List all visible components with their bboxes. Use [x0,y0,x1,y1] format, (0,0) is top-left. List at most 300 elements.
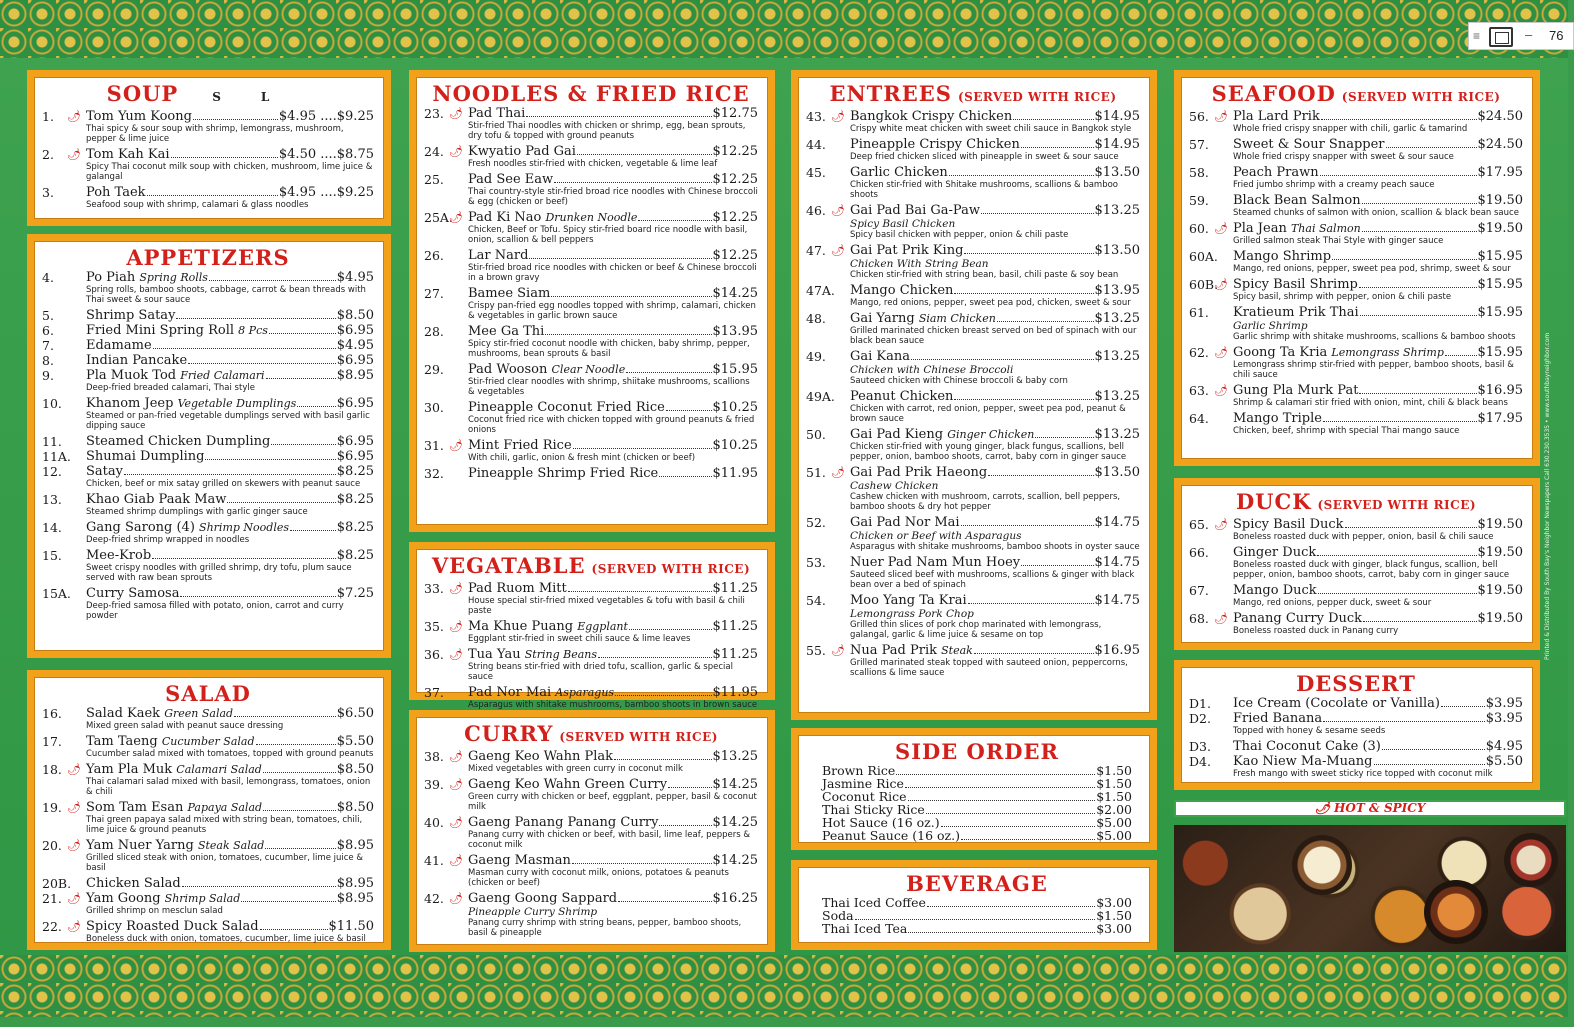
item-subtitle: Pineapple Curry Shrimp [468,906,598,918]
menu-item[interactable] [424,286,758,324]
menu-item[interactable] [424,210,758,248]
item-number: 37. [424,685,444,700]
menu-item[interactable] [42,876,374,891]
menu-item[interactable] [42,762,374,800]
dot-leader [896,765,1095,775]
item-name-text: Mango Duck [1233,583,1317,598]
menu-item[interactable] [42,492,374,520]
item-name-text: Mango Triple [1233,411,1322,426]
item-subname: Fried Calamari [180,369,265,382]
item-number: 3. [42,185,54,200]
menu-item[interactable] [424,172,758,210]
item-line [850,593,1140,608]
item-name [850,643,973,658]
item-description: Asparagus with shitake mushrooms, bamboo shoots in oyster sauce [850,542,1140,552]
item-number: 66. [1189,545,1209,560]
item-price: $8.25 [336,548,374,563]
menu-item[interactable] [806,515,1140,555]
menu-item[interactable] [424,324,758,362]
legend-label: HOT & SPICY [1334,801,1426,815]
zoom-level[interactable]: 76 [1549,28,1564,43]
chili-pepper-icon: 🌶 [1214,110,1228,123]
menu-item[interactable] [1189,345,1523,383]
section-subtitle: (SERVED WITH RICE) [957,90,1117,104]
dot-leader [905,778,1095,788]
item-number: 58. [1189,165,1209,180]
item-number: 15A. [42,586,71,601]
menu-item[interactable] [424,106,758,144]
chili-pepper-icon: 🌶 [449,648,463,661]
item-name-text: Curry Samosa [86,586,180,601]
menu-item[interactable] [42,109,374,147]
menu-item[interactable] [42,147,374,185]
item-name [1233,583,1317,598]
menu-item[interactable] [42,434,374,449]
menu-item[interactable] [1189,411,1523,439]
item-line [468,466,758,481]
dot-leader [265,839,335,849]
item-number: 36. [424,647,444,662]
item-name-text: Gaeng Keo Wahn Plak [468,749,614,764]
item-name [468,400,665,415]
menu-item[interactable] [1189,583,1523,611]
item-number: 27. [424,286,444,301]
item-list [42,706,374,947]
menu-item[interactable] [424,248,758,286]
menu-item[interactable] [822,896,1132,909]
menu-item[interactable] [42,586,374,624]
item-line [468,777,758,792]
dot-leader [176,309,335,319]
menu-item[interactable] [42,368,374,396]
dot-leader [182,877,336,887]
menu-icon[interactable]: ≡ [1473,29,1481,43]
item-name-text: Mee-Krob [86,548,152,563]
item-line [468,853,758,868]
item-price: $19.50 [1477,545,1523,560]
chili-pepper-icon: 🌶 [449,778,463,791]
dot-leader [263,763,336,773]
item-name [1233,739,1381,754]
dot-leader [526,107,711,117]
item-name [468,248,528,263]
menu-item[interactable] [42,338,374,353]
item-price: $15.95 [1477,305,1523,320]
dot-leader [263,801,336,811]
item-name [1233,165,1319,180]
item-name-text: Mee Ga Thi [468,324,545,339]
item-price: $6.95 [336,396,374,411]
item-line [86,734,374,749]
menu-item[interactable] [42,464,374,492]
item-name-text: Yam Pla Muk [86,762,173,777]
item-description: Crispy white meat chicken with sweet chili sauce in Bangkok style [850,124,1132,134]
item-line [86,876,374,891]
section-subtitle: (SERVED WITH RICE) [1341,90,1501,104]
item-line [86,464,374,479]
menu-item[interactable] [424,581,758,619]
item-name [850,555,1020,570]
item-name [468,815,658,830]
item-description: Coconut fried rice with chicken topped with ground peanuts & fried onions [468,415,755,435]
menu-item[interactable] [822,829,1132,842]
menu-item[interactable] [806,283,1140,311]
menu-item[interactable] [1189,517,1523,545]
item-description: Sweet crispy noodles with grilled shrimp, dry tofu, plum sauce served with raw bean sprouts [86,563,352,583]
item-list [822,896,1132,935]
hot-and-spicy-legend [1174,800,1566,817]
menu-item[interactable] [806,465,1140,515]
item-description: Thai spicy & sour soup with shrimp, lemongrass, mushroom, pepper & lime juice [86,124,344,144]
menu-item[interactable] [42,520,374,548]
item-number: 56. [1189,109,1209,124]
menu-item[interactable] [1189,193,1523,221]
item-subname: Cucumber Salad [161,735,255,748]
menu-item[interactable] [424,619,758,647]
item-name-text: Pla Muok Tod [86,368,177,383]
item-name [86,434,270,449]
menu-item[interactable] [42,548,374,586]
item-number: 67. [1189,583,1209,598]
menu-item[interactable] [424,647,758,685]
item-price: $11.50 [328,919,374,934]
item-line [1233,754,1523,769]
item-name [86,270,208,285]
menu-item[interactable] [1189,696,1523,711]
item-name-text: Gai Kana [850,349,911,364]
item-name [86,185,146,200]
item-name-text: Gai Pad Bai Ga-Paw [850,203,980,218]
item-name-text: Satay [86,464,123,479]
section-title [42,682,374,706]
menu-item[interactable] [1189,545,1523,583]
item-price: $11.95 [712,685,758,700]
menu-item[interactable] [1189,165,1523,193]
menu-item[interactable] [42,919,374,947]
item-name [86,449,204,464]
item-number: 46. [806,203,826,218]
item-number: 48. [806,311,826,326]
chili-pepper-icon: 🌶 [449,107,463,120]
menu-item[interactable] [42,800,374,838]
item-name [1233,137,1385,152]
menu-item[interactable] [806,165,1140,203]
item-name-text: Chicken Salad [86,876,181,891]
fit-page-icon[interactable] [1489,27,1513,47]
menu-item[interactable] [1189,249,1523,277]
appetizers-title: APPETIZERS [126,245,290,270]
item-name [468,362,625,377]
menu-item[interactable] [424,144,758,172]
menu-item[interactable] [42,396,374,434]
item-price: $1.50 [1096,908,1132,923]
menu-item[interactable] [806,427,1140,465]
item-line [86,919,374,934]
item-description: Grilled salmon steak Thai Style with ginger sauce [1233,236,1444,246]
item-price: $11.25 [712,581,758,596]
item-name [86,586,179,601]
item-name-text: Nuer Pad Nam Mun Hoey [850,555,1021,570]
item-line [850,427,1140,442]
chili-pepper-icon: 🌶 [449,582,463,595]
item-price: $11.95 [712,466,758,481]
item-description: Panang curry shrimp with string beans, pepper, bamboo shoots, basil & pineapple [468,918,742,938]
item-name-text: Coconut Rice [822,789,907,804]
item-number: 13. [42,492,62,507]
menu-item[interactable] [1189,711,1523,739]
menu-item[interactable] [822,922,1132,935]
thai-food-photo [1174,825,1566,952]
section-title [42,82,374,109]
chili-pepper-icon: 🌶 [449,439,463,452]
item-number: 39. [424,777,444,792]
dot-leader [954,284,1093,294]
item-name-text: Gai Pat Prik King [850,243,964,258]
menu-item[interactable] [424,466,758,481]
menu-item[interactable] [806,243,1140,283]
item-line [86,109,374,124]
dot-leader [988,466,1093,476]
dot-leader [1332,250,1476,260]
menu-item[interactable] [42,323,374,338]
item-price: $19.50 [1477,193,1523,208]
menu-item[interactable] [806,109,1140,137]
item-number: 25A. [424,210,453,225]
chili-pepper-icon: 🌶 [1214,612,1228,625]
item-line [850,109,1140,124]
item-number: 42. [424,891,444,906]
item-price: $11.25 [712,619,758,634]
menu-item[interactable] [42,185,374,213]
item-description: Sauteed chicken with Chinese broccoli & baby corn [850,376,1068,386]
dot-leader [927,897,1095,907]
item-description: Chicken, beef or mix satay grilled on skewers with peanut sauce [86,479,361,489]
noodle-bowl-image [1292,835,1352,895]
item-name-text: Indian Pancake [86,353,188,368]
menu-item[interactable] [424,777,758,815]
menu-item[interactable] [806,349,1140,389]
menu-item[interactable] [42,734,374,762]
item-name [850,165,948,180]
item-name [86,734,255,749]
item-line [1233,193,1523,208]
item-name-text: Som Tam Esan [86,800,184,815]
chili-pepper-icon: 🌶 [1214,518,1228,531]
item-description: Spicy basil chicken with pepper, onion & chili paste [850,230,1069,240]
menu-item[interactable] [806,389,1140,427]
menu-item[interactable] [1189,739,1523,754]
item-number: 20B. [42,876,72,891]
item-line [850,643,1140,658]
item-name-text: Yam Goong [86,891,161,906]
menu-item[interactable] [1189,277,1523,305]
item-description: Eggplant stir-fried in sweet chili sauce & lime leaves [468,634,691,644]
dot-leader [241,892,336,902]
menu-item[interactable] [424,749,758,777]
dot-leader [908,923,1095,933]
item-line [468,581,758,596]
item-name-text: Gai Pad Kieng [850,427,944,442]
menu-item[interactable] [1189,109,1523,137]
menu-item[interactable] [1189,383,1523,411]
item-name-text: Garlic Chicken [850,165,948,180]
item-description: Mixed green salad with peanut sauce dressing [86,721,284,731]
dot-leader [545,325,711,335]
printer-credit: Printed & Distributed By South Bay's Neighbor Newspapers Call 630.230.3535 • www.southbayneighbor.com [1544,332,1551,660]
menu-item[interactable] [42,449,374,464]
dot-leader [572,854,712,864]
item-name-text: Mango Shrimp [1233,249,1332,264]
item-number: 57. [1189,137,1209,152]
menu-item[interactable] [42,891,374,919]
item-name [468,619,628,634]
item-number: D1. [1189,696,1211,711]
item-line [1233,345,1523,360]
item-number: 61. [1189,305,1209,320]
menu-item[interactable] [1189,611,1523,639]
item-name-text: Peach Prawn [1233,165,1319,180]
section-title [424,82,758,106]
menu-item[interactable] [42,308,374,323]
chili-pepper-icon: 🌶 [67,110,81,123]
item-line [850,137,1140,152]
item-name [86,464,123,479]
item-list [1189,109,1523,439]
item-number: 15. [42,548,62,563]
item-name-text: Fried Banana [1233,711,1323,726]
salad-title: SALAD [165,681,251,706]
item-description: Spicy Thai coconut milk soup with chicken, mushroom, lime juice & galangal [86,162,373,182]
menu-item[interactable] [42,706,374,734]
menu-item[interactable] [806,311,1140,349]
item-name [850,137,1020,152]
item-number: D2. [1189,711,1211,726]
item-line [86,706,374,721]
item-name-text: Khanom Jeep [86,396,174,411]
seafood-section [1174,70,1540,466]
dot-leader [1362,222,1477,232]
dot-leader [961,830,1095,840]
dot-leader [1363,612,1476,622]
item-line [468,324,758,339]
menu-item[interactable] [1189,221,1523,249]
menu-item[interactable] [1189,137,1523,165]
item-description: Thai green papaya salad mixed with string bean, tomatoes, chili, lime juice & ground peanuts [86,815,363,835]
item-description: Chicken stir-fried with string bean, basil, chili paste & soy bean [850,270,1119,280]
item-price: $4.95 [336,270,374,285]
item-line [468,685,758,700]
item-subname: String Beans [524,648,598,661]
menu-item[interactable] [806,203,1140,243]
menu-item[interactable] [42,270,374,308]
dot-leader [1445,346,1477,356]
chili-pepper-icon: 🌶 [449,892,463,905]
menu-item[interactable] [424,891,758,941]
item-description: Chicken, Beef or Tofu. Spicy stir-fried board rice noodle with basil, onion, scallion & bell peppers [468,225,748,245]
menu-item[interactable] [806,555,1140,593]
menu-item[interactable] [806,593,1140,643]
dot-leader [205,450,335,460]
chili-pepper-icon: 🌶 [67,920,81,933]
item-name-text: Panang Curry Duck [1233,611,1363,626]
item-name [1233,696,1440,711]
menu-item[interactable] [806,643,1140,681]
item-list [1189,696,1523,782]
menu-item[interactable] [42,838,374,876]
menu-item[interactable] [424,853,758,891]
item-price: $8.50 [336,800,374,815]
item-description: Spicy basil, shrimp with pepper, onion & chili paste [1233,292,1452,302]
menu-item[interactable] [424,685,758,713]
item-name [468,581,567,596]
seafood-title: SEAFOOD [1211,81,1336,106]
dot-leader [911,350,1093,360]
menu-item[interactable] [1189,305,1523,345]
item-line [1233,711,1523,726]
menu-item[interactable] [424,400,758,438]
item-description: Deep-fried breaded calamari, Thai style [86,383,255,393]
dot-leader [269,324,336,334]
item-line [1233,545,1523,560]
dot-leader [266,369,336,379]
menu-item[interactable] [424,362,758,400]
item-line [86,353,374,368]
item-line [850,165,1140,180]
item-name [1233,109,1320,124]
item-line [468,815,758,830]
dot-leader [271,435,335,445]
item-name [86,838,264,853]
menu-item[interactable] [806,137,1140,165]
dot-leader [1359,278,1477,288]
item-name-text: Gai Pad Prik Haeong [850,465,988,480]
menu-item[interactable] [424,815,758,853]
item-name-text: Pineapple Coconut Fried Rice [468,400,665,415]
zoom-out-button[interactable]: – [1525,27,1533,42]
item-name-text: Gaeng Panang Panang Curry [468,815,659,830]
item-price: $13.25 [1094,389,1140,404]
item-number: 18. [42,762,62,777]
dot-leader [981,204,1094,214]
item-subtitle: Chicken with Chinese Broccoli [850,364,1014,376]
item-name-text: Nua Pad Prik [850,643,937,658]
dot-leader [1374,755,1485,765]
menu-item[interactable] [424,438,758,466]
item-number: 45. [806,165,826,180]
item-line [850,243,1140,258]
item-description: Grilled marinated chicken breast served on bed of spinach with our black bean sauce [850,326,1137,346]
menu-item[interactable] [1189,754,1523,782]
item-line [86,762,374,777]
dot-leader [974,644,1094,654]
item-number: 59. [1189,193,1209,208]
item-name [1233,277,1358,292]
menu-item[interactable] [42,353,374,368]
item-line [850,389,1140,404]
item-name-text: Gai Yarng [850,311,915,326]
item-price: $6.50 [336,706,374,721]
item-name [86,876,181,891]
dot-leader [659,816,711,826]
item-subname: Steak [941,644,973,657]
item-line [822,829,1132,842]
decorative-border-bottom [0,955,1568,1017]
item-price: $14.25 [712,853,758,868]
item-line [1233,305,1523,320]
item-name-text: Gang Sarong (4) [86,520,195,535]
item-name [850,349,910,364]
item-name [86,338,152,353]
